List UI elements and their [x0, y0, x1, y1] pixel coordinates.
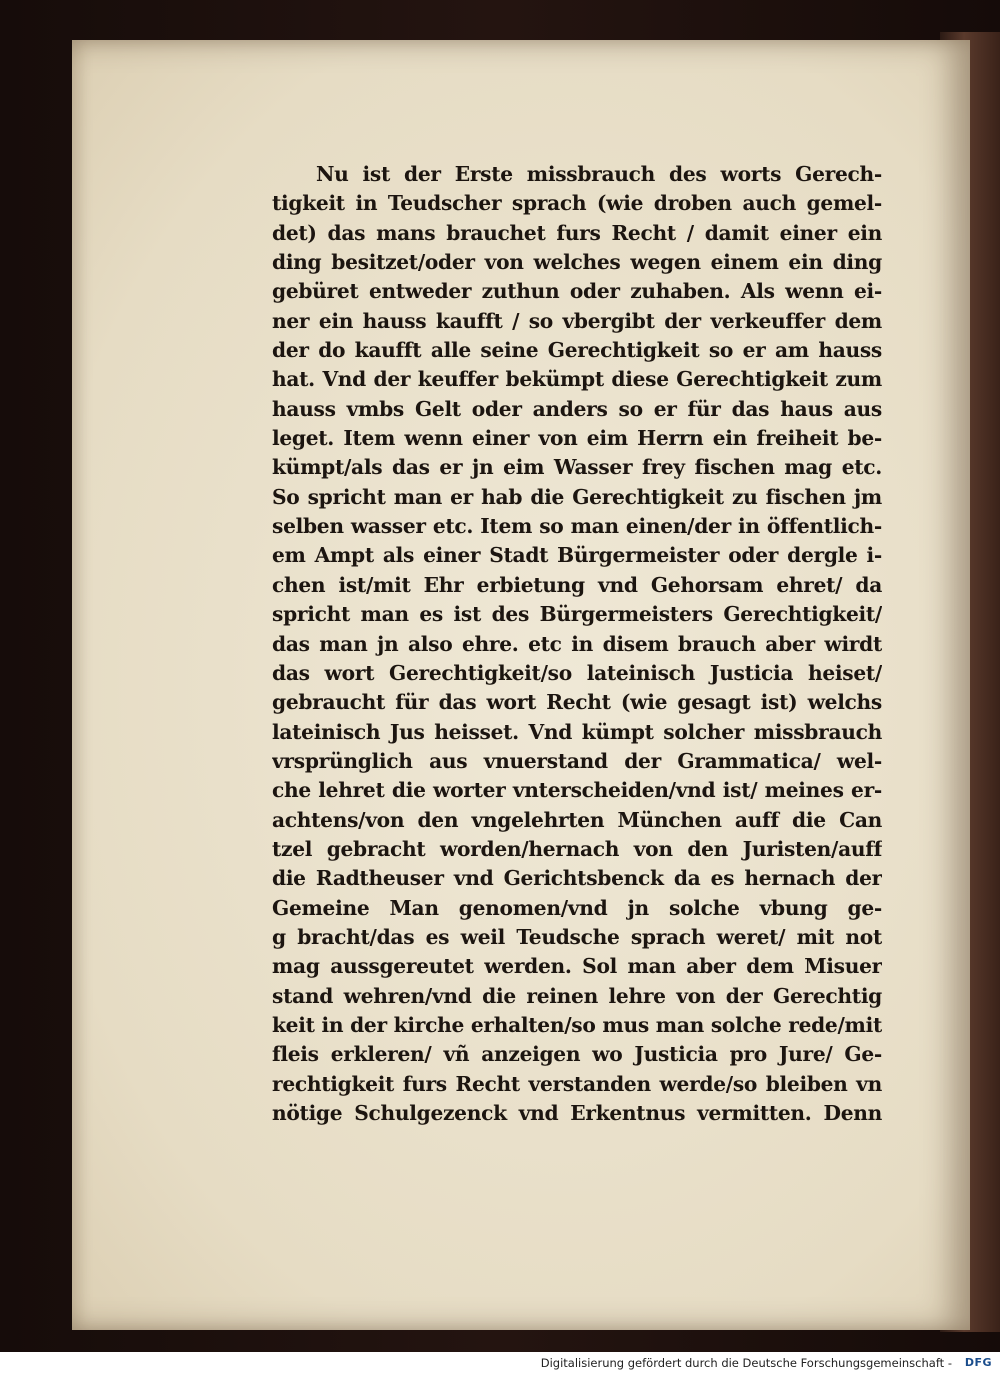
text-line: Nu ist der Erste missbrauch des worts Gerech- [316, 162, 882, 186]
text-line: achtens/von den vngelehrten München auff die Can [272, 807, 882, 832]
text-line: tzel gebracht worden/hernach von den Juristen/auff [272, 836, 882, 861]
text-line: mag aussgereutet werden. Sol man aber dem Misuer [272, 954, 882, 979]
text-line: lateinisch Jus heisset. Vnd kümpt solcher missbrauch [272, 719, 882, 744]
text-line: keit in der kirche erhalten/so mus man solche rede/mit [272, 1012, 882, 1037]
text-line: em Ampt als einer Stadt Bürgermeister oder dergle i- [272, 543, 882, 568]
text-line: das wort Gerechtigkeit/so lateinisch Justicia heiset/ [272, 660, 882, 685]
book-page [72, 40, 970, 1330]
text-line: vrsprünglich aus vnuerstand der Grammatica/ wel- [272, 748, 882, 773]
text-line: So spricht man er hab die Gerechtigkeit zu fischen jm [272, 484, 882, 509]
text-line: gebraucht für das wort Recht (wie gesagt ist) welchs [272, 690, 882, 715]
body-text [272, 160, 882, 1128]
text-line: fleis erkleren/ vñ anzeigen wo Justicia pro Jure/ Ge- [272, 1042, 882, 1067]
text-line: Gemeine Man genomen/vnd jn solche vbung ge- [272, 895, 882, 920]
text-line: g bracht/das es weil Teudsche sprach weret/ mit not [272, 924, 882, 949]
text-line: det) das mans brauchet furs Recht / damit einer ein [272, 220, 882, 245]
text-line: ding besitzet/oder von welches wegen einem ein ding [272, 250, 882, 275]
digitization-credit: Digitalisierung gefördert durch die Deutsche Forschungsgemeinschaft - [540, 1356, 952, 1370]
text-line: nötige Schulgezenck vnd Erkentnus vermitten. Denn [272, 1101, 882, 1125]
text-line: das man jn also ehre. etc in disem brauch aber wirdt [272, 631, 882, 656]
text-line: hauss vmbs Gelt oder anders so er für das haus aus [272, 396, 882, 421]
text-line: tigkeit in Teudscher sprach (wie droben auch gemel- [272, 191, 882, 216]
dfg-logo: DFG [964, 1356, 992, 1369]
text-line: che lehret die worter vnterscheiden/vnd ist/ meines er- [272, 778, 882, 803]
text-line: der do kaufft alle seine Gerechtigkeit so er am hauss [272, 338, 882, 363]
text-line: leget. Item wenn einer von eim Herrn ein freiheit be- [272, 426, 882, 451]
text-line: kümpt/als das er jn eim Wasser frey fischen mag etc. [272, 455, 882, 480]
text-line: ner ein hauss kaufft / so vbergibt der verkeuffer dem [272, 308, 882, 333]
text-line: hat. Vnd der keuffer bekümpt diese Gerechtigkeit zum [272, 367, 882, 392]
text-line: rechtigkeit furs Recht verstanden werde/so bleiben vn [272, 1071, 882, 1096]
text-line: selben wasser etc. Item so man einen/der in öffentlich- [272, 514, 882, 539]
text-line: chen ist/mit Ehr erbietung vnd Gehorsam ehret/ da [272, 572, 882, 597]
text-line: spricht man es ist des Bürgermeisters Gerechtigkeit/ [272, 602, 882, 627]
text-line: die Radtheuser vnd Gerichtsbenck da es hernach der [272, 866, 882, 891]
text-line: stand wehren/vnd die reinen lehre von der Gerechtig [272, 983, 882, 1008]
text-line: gebüret entweder zuthun oder zuhaben. Als wenn ei- [272, 279, 882, 304]
